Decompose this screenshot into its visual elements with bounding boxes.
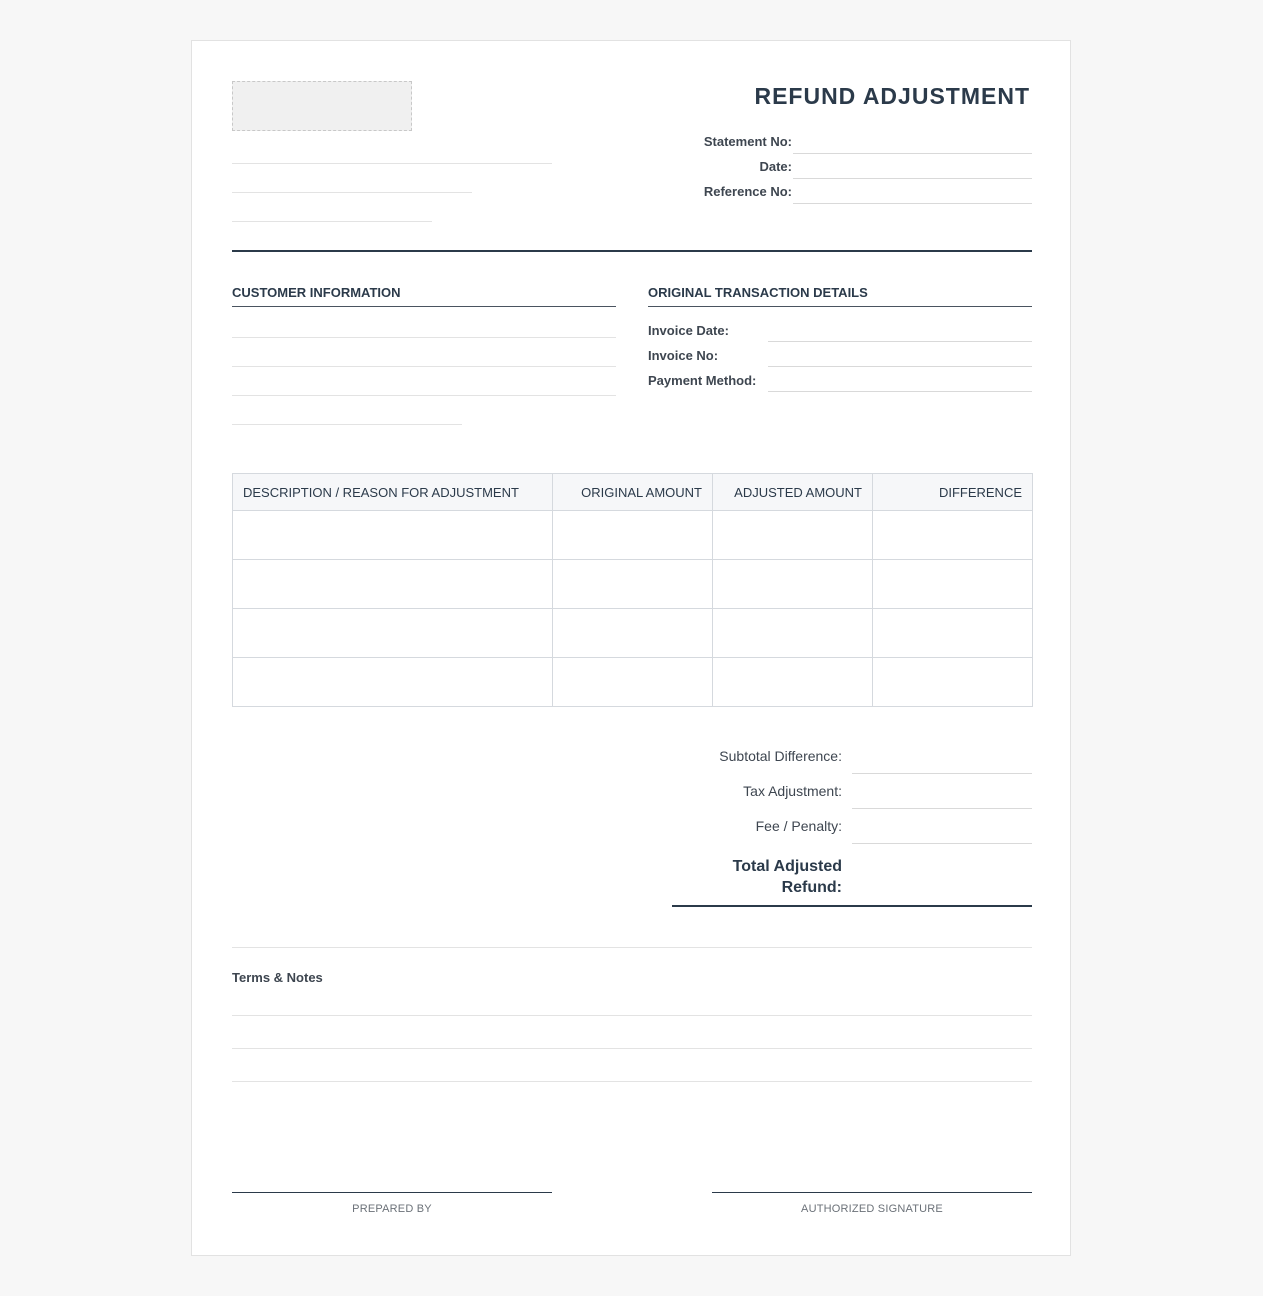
cell-adjusted-amount[interactable] <box>713 511 873 560</box>
terms-notes-title: Terms & Notes <box>232 970 323 985</box>
customer-line-1[interactable] <box>232 337 616 338</box>
table-row <box>233 609 1033 658</box>
terms-divider <box>232 947 1032 948</box>
cell-adjusted-amount[interactable] <box>713 560 873 609</box>
prepared-by-label: PREPARED BY <box>352 1203 432 1215</box>
cell-adjusted-amount[interactable] <box>713 658 873 707</box>
reference-no-field[interactable] <box>793 203 1032 204</box>
customer-line-2[interactable] <box>232 366 616 367</box>
cell-description[interactable] <box>233 560 553 609</box>
document-page <box>191 40 1071 1256</box>
date-label: Date: <box>759 159 792 174</box>
table-row <box>233 560 1033 609</box>
company-line-3[interactable] <box>232 221 432 222</box>
company-line-2[interactable] <box>232 192 472 193</box>
fee-penalty-label: Fee / Penalty: <box>755 818 842 834</box>
statement-no-field[interactable] <box>793 153 1032 154</box>
fee-penalty-field[interactable] <box>852 843 1032 844</box>
cell-difference[interactable] <box>873 511 1033 560</box>
column-header-adjusted-amount: ADJUSTED AMOUNT <box>713 474 873 511</box>
tax-adjustment-label: Tax Adjustment: <box>743 783 842 799</box>
total-adjusted-refund-label: Total Adjusted Refund: <box>732 858 842 896</box>
cell-original-amount[interactable] <box>553 511 713 560</box>
date-field[interactable] <box>793 178 1032 179</box>
payment-method-field[interactable] <box>768 391 1032 392</box>
authorized-signature-line[interactable] <box>712 1192 1032 1193</box>
cell-difference[interactable] <box>873 658 1033 707</box>
customer-section-rule <box>232 306 616 307</box>
cell-original-amount[interactable] <box>553 609 713 658</box>
transaction-section-rule <box>648 306 1032 307</box>
customer-line-4[interactable] <box>232 424 462 425</box>
table-header-row <box>233 474 1033 511</box>
authorized-signature-label: AUTHORIZED SIGNATURE <box>801 1203 943 1215</box>
logo-placeholder[interactable] <box>232 81 412 131</box>
terms-line-2[interactable] <box>232 1048 1032 1049</box>
adjustment-table <box>232 473 1033 707</box>
cell-description[interactable] <box>233 609 553 658</box>
column-header-difference: DIFFERENCE <box>873 474 1033 511</box>
invoice-no-field[interactable] <box>768 366 1032 367</box>
tax-adjustment-field[interactable] <box>852 808 1032 809</box>
invoice-date-field[interactable] <box>768 341 1032 342</box>
statement-no-label: Statement No: <box>703 134 792 149</box>
total-rule <box>672 905 1032 907</box>
transaction-section-title: ORIGINAL TRANSACTION DETAILS <box>648 285 868 300</box>
customer-line-3[interactable] <box>232 395 616 396</box>
payment-method-label: Payment Method: <box>648 373 757 388</box>
cell-description[interactable] <box>233 511 553 560</box>
cell-original-amount[interactable] <box>553 560 713 609</box>
column-header-original-amount: ORIGINAL AMOUNT <box>553 474 713 511</box>
subtotal-difference-field[interactable] <box>852 773 1032 774</box>
reference-no-label: Reference No: <box>703 184 792 199</box>
cell-adjusted-amount[interactable] <box>713 609 873 658</box>
terms-line-1[interactable] <box>232 1015 1032 1016</box>
table-row <box>233 658 1033 707</box>
cell-description[interactable] <box>233 658 553 707</box>
header-divider <box>232 250 1032 252</box>
table-row <box>233 511 1033 560</box>
terms-line-3[interactable] <box>232 1081 1032 1082</box>
document-title: REFUND ADJUSTMENT <box>754 83 1030 109</box>
subtotal-difference-label: Subtotal Difference: <box>719 748 842 764</box>
cell-original-amount[interactable] <box>553 658 713 707</box>
prepared-by-signature-line[interactable] <box>232 1192 552 1193</box>
company-line-1[interactable] <box>232 163 552 164</box>
column-header-description: DESCRIPTION / REASON FOR ADJUSTMENT <box>233 474 553 511</box>
invoice-no-label: Invoice No: <box>648 348 719 363</box>
customer-section-title: CUSTOMER INFORMATION <box>232 285 401 300</box>
cell-difference[interactable] <box>873 609 1033 658</box>
cell-difference[interactable] <box>873 560 1033 609</box>
invoice-date-label: Invoice Date: <box>648 323 729 338</box>
